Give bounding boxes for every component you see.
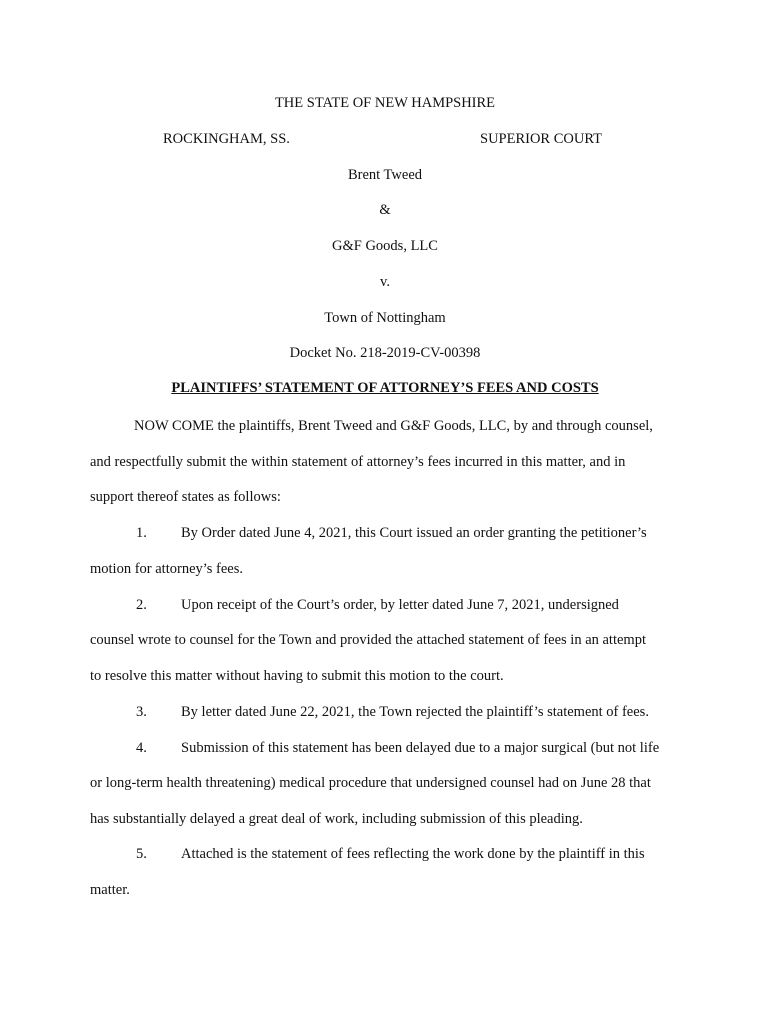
document-title: PLAINTIFFS’ STATEMENT OF ATTORNEY’S FEES AND COSTS	[171, 380, 599, 396]
court-label: SUPERIOR COURT	[480, 131, 602, 147]
county-label: ROCKINGHAM, SS.	[163, 131, 290, 147]
paragraph-line: or long-term health threatening) medical procedure that undersigned counsel had on June 28 that	[90, 775, 651, 791]
paragraph-line: counsel wrote to counsel for the Town and provided the attached statement of fees in an attempt	[90, 632, 646, 648]
paragraph-number: 2.	[136, 597, 147, 613]
paragraph-line: motion for attorney’s fees.	[90, 561, 244, 577]
paragraph-number: 1.	[136, 525, 147, 541]
paragraph-line: Attached is the statement of fees reflecting the work done by the plaintiff in this	[181, 846, 645, 862]
versus: v.	[380, 274, 390, 290]
paragraph-number: 4.	[136, 740, 147, 756]
paragraph-line: By letter dated June 22, 2021, the Town rejected the plaintiff’s statement of fees.	[181, 704, 649, 720]
paragraph-line: Upon receipt of the Court’s order, by letter dated June 7, 2021, undersigned	[181, 597, 619, 613]
paragraph-line: matter.	[90, 882, 130, 898]
intro-line-2: and respectfully submit the within statement of attorney’s fees incurred in this matter, and in	[90, 454, 626, 470]
intro-line-1: NOW COME the plaintiffs, Brent Tweed and G&F Goods, LLC, by and through counsel,	[134, 418, 653, 434]
docket-number: Docket No. 218-2019-CV-00398	[289, 345, 481, 361]
paragraph-line: has substantially delayed a great deal of work, including submission of this pleading.	[90, 811, 583, 827]
state-heading: THE STATE OF NEW HAMPSHIRE	[274, 95, 496, 111]
intro-line-3: support thereof states as follows:	[90, 489, 281, 505]
paragraph-line: By Order dated June 4, 2021, this Court issued an order granting the petitioner’s	[181, 525, 647, 541]
paragraph-number: 5.	[136, 846, 147, 862]
ampersand: &	[379, 202, 391, 218]
paragraph-line: Submission of this statement has been delayed due to a major surgical (but not life	[181, 740, 660, 756]
plaintiff-one: Brent Tweed	[347, 167, 422, 183]
plaintiff-two: G&F Goods, LLC	[332, 238, 438, 254]
defendant: Town of Nottingham	[324, 310, 446, 326]
paragraph-line: to resolve this matter without having to submit this motion to the court.	[90, 668, 504, 684]
paragraph-number: 3.	[136, 704, 147, 720]
